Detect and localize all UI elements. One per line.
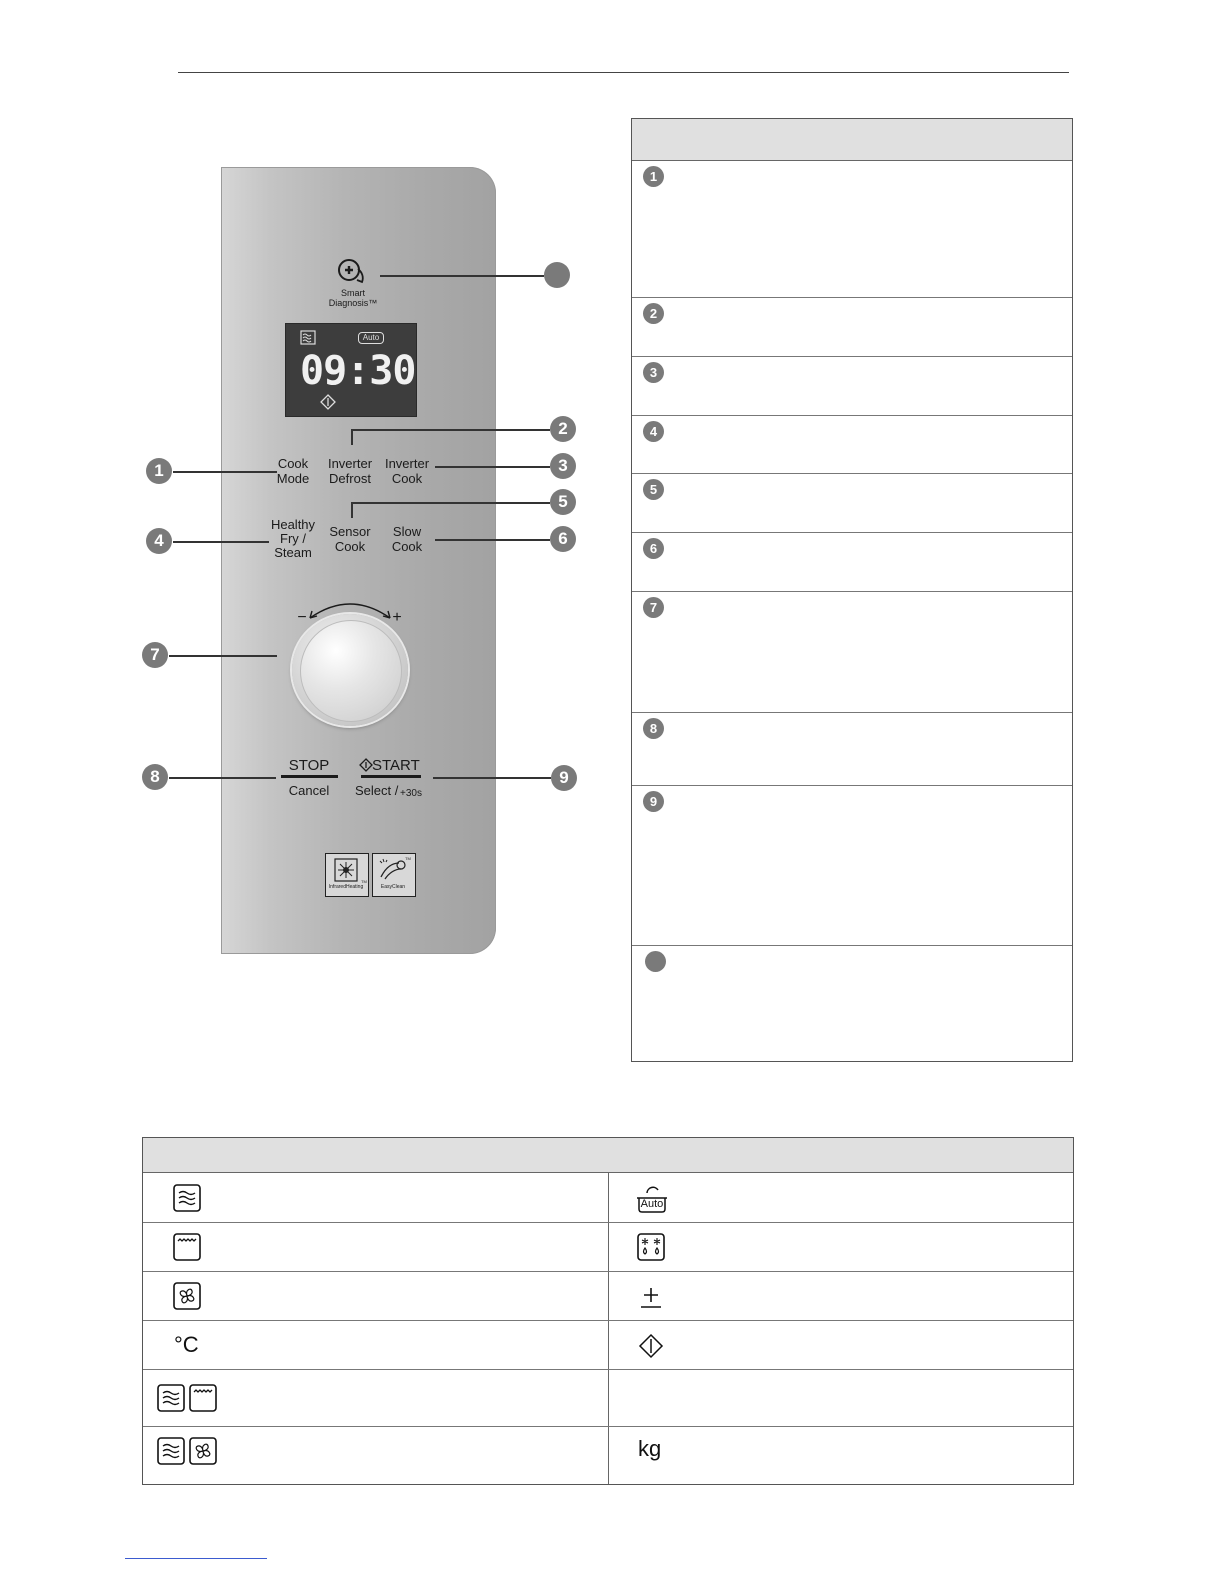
icons-row-divider	[143, 1369, 1073, 1370]
description-row-1	[632, 161, 1072, 298]
celsius-symbol: °C	[174, 1332, 199, 1357]
microwave-icon	[172, 1183, 202, 1213]
microwave-grill-combo-icon	[156, 1383, 220, 1413]
dial-plus-label: +	[392, 609, 402, 626]
callout-6: 6	[550, 526, 576, 552]
row-number: 8	[643, 718, 664, 739]
icons-row-divider	[143, 1320, 1073, 1321]
smart-diagnosis-label: Smart Diagnosis™	[328, 288, 378, 308]
callout-line-7	[169, 655, 277, 657]
row-number: 5	[643, 479, 664, 500]
inverter-defrost-button[interactable]: Inverter Defrost	[327, 456, 373, 486]
description-table	[631, 118, 1073, 1062]
description-row-8	[632, 713, 1072, 786]
row-number: 4	[643, 421, 664, 442]
callout-line-9	[433, 777, 551, 779]
header-rule	[178, 72, 1069, 73]
row-number: 9	[643, 791, 664, 812]
callout-line-1	[173, 471, 277, 473]
callout-line-5-v	[351, 502, 353, 518]
callout-line-10	[380, 275, 544, 277]
callout-10	[544, 262, 570, 288]
description-row-2	[632, 298, 1072, 357]
description-row-7	[632, 592, 1072, 713]
callout-3: 3	[550, 453, 576, 479]
cook-mode-button[interactable]: Cook Mode	[276, 456, 310, 486]
grill-icon	[172, 1232, 202, 1262]
callout-5: 5	[550, 489, 576, 515]
callout-line-8	[169, 777, 276, 779]
callout-line-6	[435, 539, 550, 541]
plus30-label: +30s	[400, 788, 422, 799]
callout-line-3	[435, 466, 550, 468]
row-number: 7	[643, 597, 664, 618]
select-label: Select /	[355, 783, 399, 798]
icons-table-divider	[608, 1173, 609, 1484]
microwave-icon	[300, 330, 318, 346]
row-number: 1	[643, 166, 664, 187]
start-bar	[361, 775, 421, 778]
description-row-4	[632, 416, 1072, 474]
infrared-tm-label: TM	[361, 879, 367, 884]
convection-fan-icon	[172, 1281, 202, 1311]
description-row-3	[632, 357, 1072, 416]
description-row-9	[632, 786, 1072, 946]
start-icon	[638, 1333, 664, 1359]
description-row-6	[632, 533, 1072, 592]
healthy-fry-steam-button[interactable]: Healthy Fry / Steam	[270, 517, 316, 560]
stop-bar	[281, 775, 338, 778]
slow-cook-button[interactable]: Slow Cook	[391, 524, 423, 554]
defrost-icon	[636, 1232, 666, 1262]
display-auto-indicator: Auto	[358, 332, 384, 344]
callout-9: 9	[551, 765, 577, 791]
icons-row-divider	[143, 1222, 1073, 1223]
callout-line-2-v	[351, 429, 353, 445]
smart-diagnosis-icon	[336, 257, 366, 287]
icons-row-divider	[143, 1271, 1073, 1272]
callout-2: 2	[550, 416, 576, 442]
row-number: 6	[643, 538, 664, 559]
dial-knob[interactable]	[300, 620, 402, 722]
stop-button[interactable]: STOP	[288, 757, 330, 774]
inverter-cook-button[interactable]: Inverter Cook	[384, 456, 430, 486]
start-indicator-icon	[320, 394, 336, 410]
auto-cook-label: Auto	[640, 1198, 664, 1210]
callout-line-4	[173, 541, 269, 543]
easyclean-tm-label: TM	[405, 856, 411, 861]
infrared-heating-label: InfraredHeating	[328, 884, 364, 890]
description-row-10	[632, 946, 1072, 1060]
row-number: 3	[643, 362, 664, 383]
easy-clean-label: EasyClean	[380, 884, 406, 890]
more-less-icon	[638, 1285, 664, 1311]
description-table-header	[632, 119, 1072, 161]
icons-table-header	[143, 1138, 1073, 1173]
cancel-label: Cancel	[288, 783, 330, 798]
display-time: 09:30	[300, 348, 416, 394]
icons-row-divider	[143, 1426, 1073, 1427]
row-number	[645, 951, 666, 972]
infrared-heating-icon	[333, 858, 359, 882]
row-number: 2	[643, 303, 664, 324]
footer-link-underline	[125, 1558, 267, 1559]
dial-minus-label: −	[297, 609, 307, 626]
callout-line-2	[351, 429, 550, 431]
callout-1: 1	[146, 458, 172, 484]
description-row-5	[632, 474, 1072, 533]
display-icons-table	[142, 1137, 1074, 1485]
sensor-cook-button[interactable]: Sensor Cook	[329, 524, 371, 554]
kg-symbol: kg	[638, 1436, 662, 1461]
callout-4: 4	[146, 528, 172, 554]
start-button[interactable]: START	[372, 757, 420, 774]
callout-8: 8	[142, 764, 168, 790]
callout-line-5	[351, 502, 550, 504]
callout-7: 7	[142, 642, 168, 668]
start-icon	[359, 758, 373, 772]
microwave-convection-combo-icon	[156, 1436, 220, 1466]
